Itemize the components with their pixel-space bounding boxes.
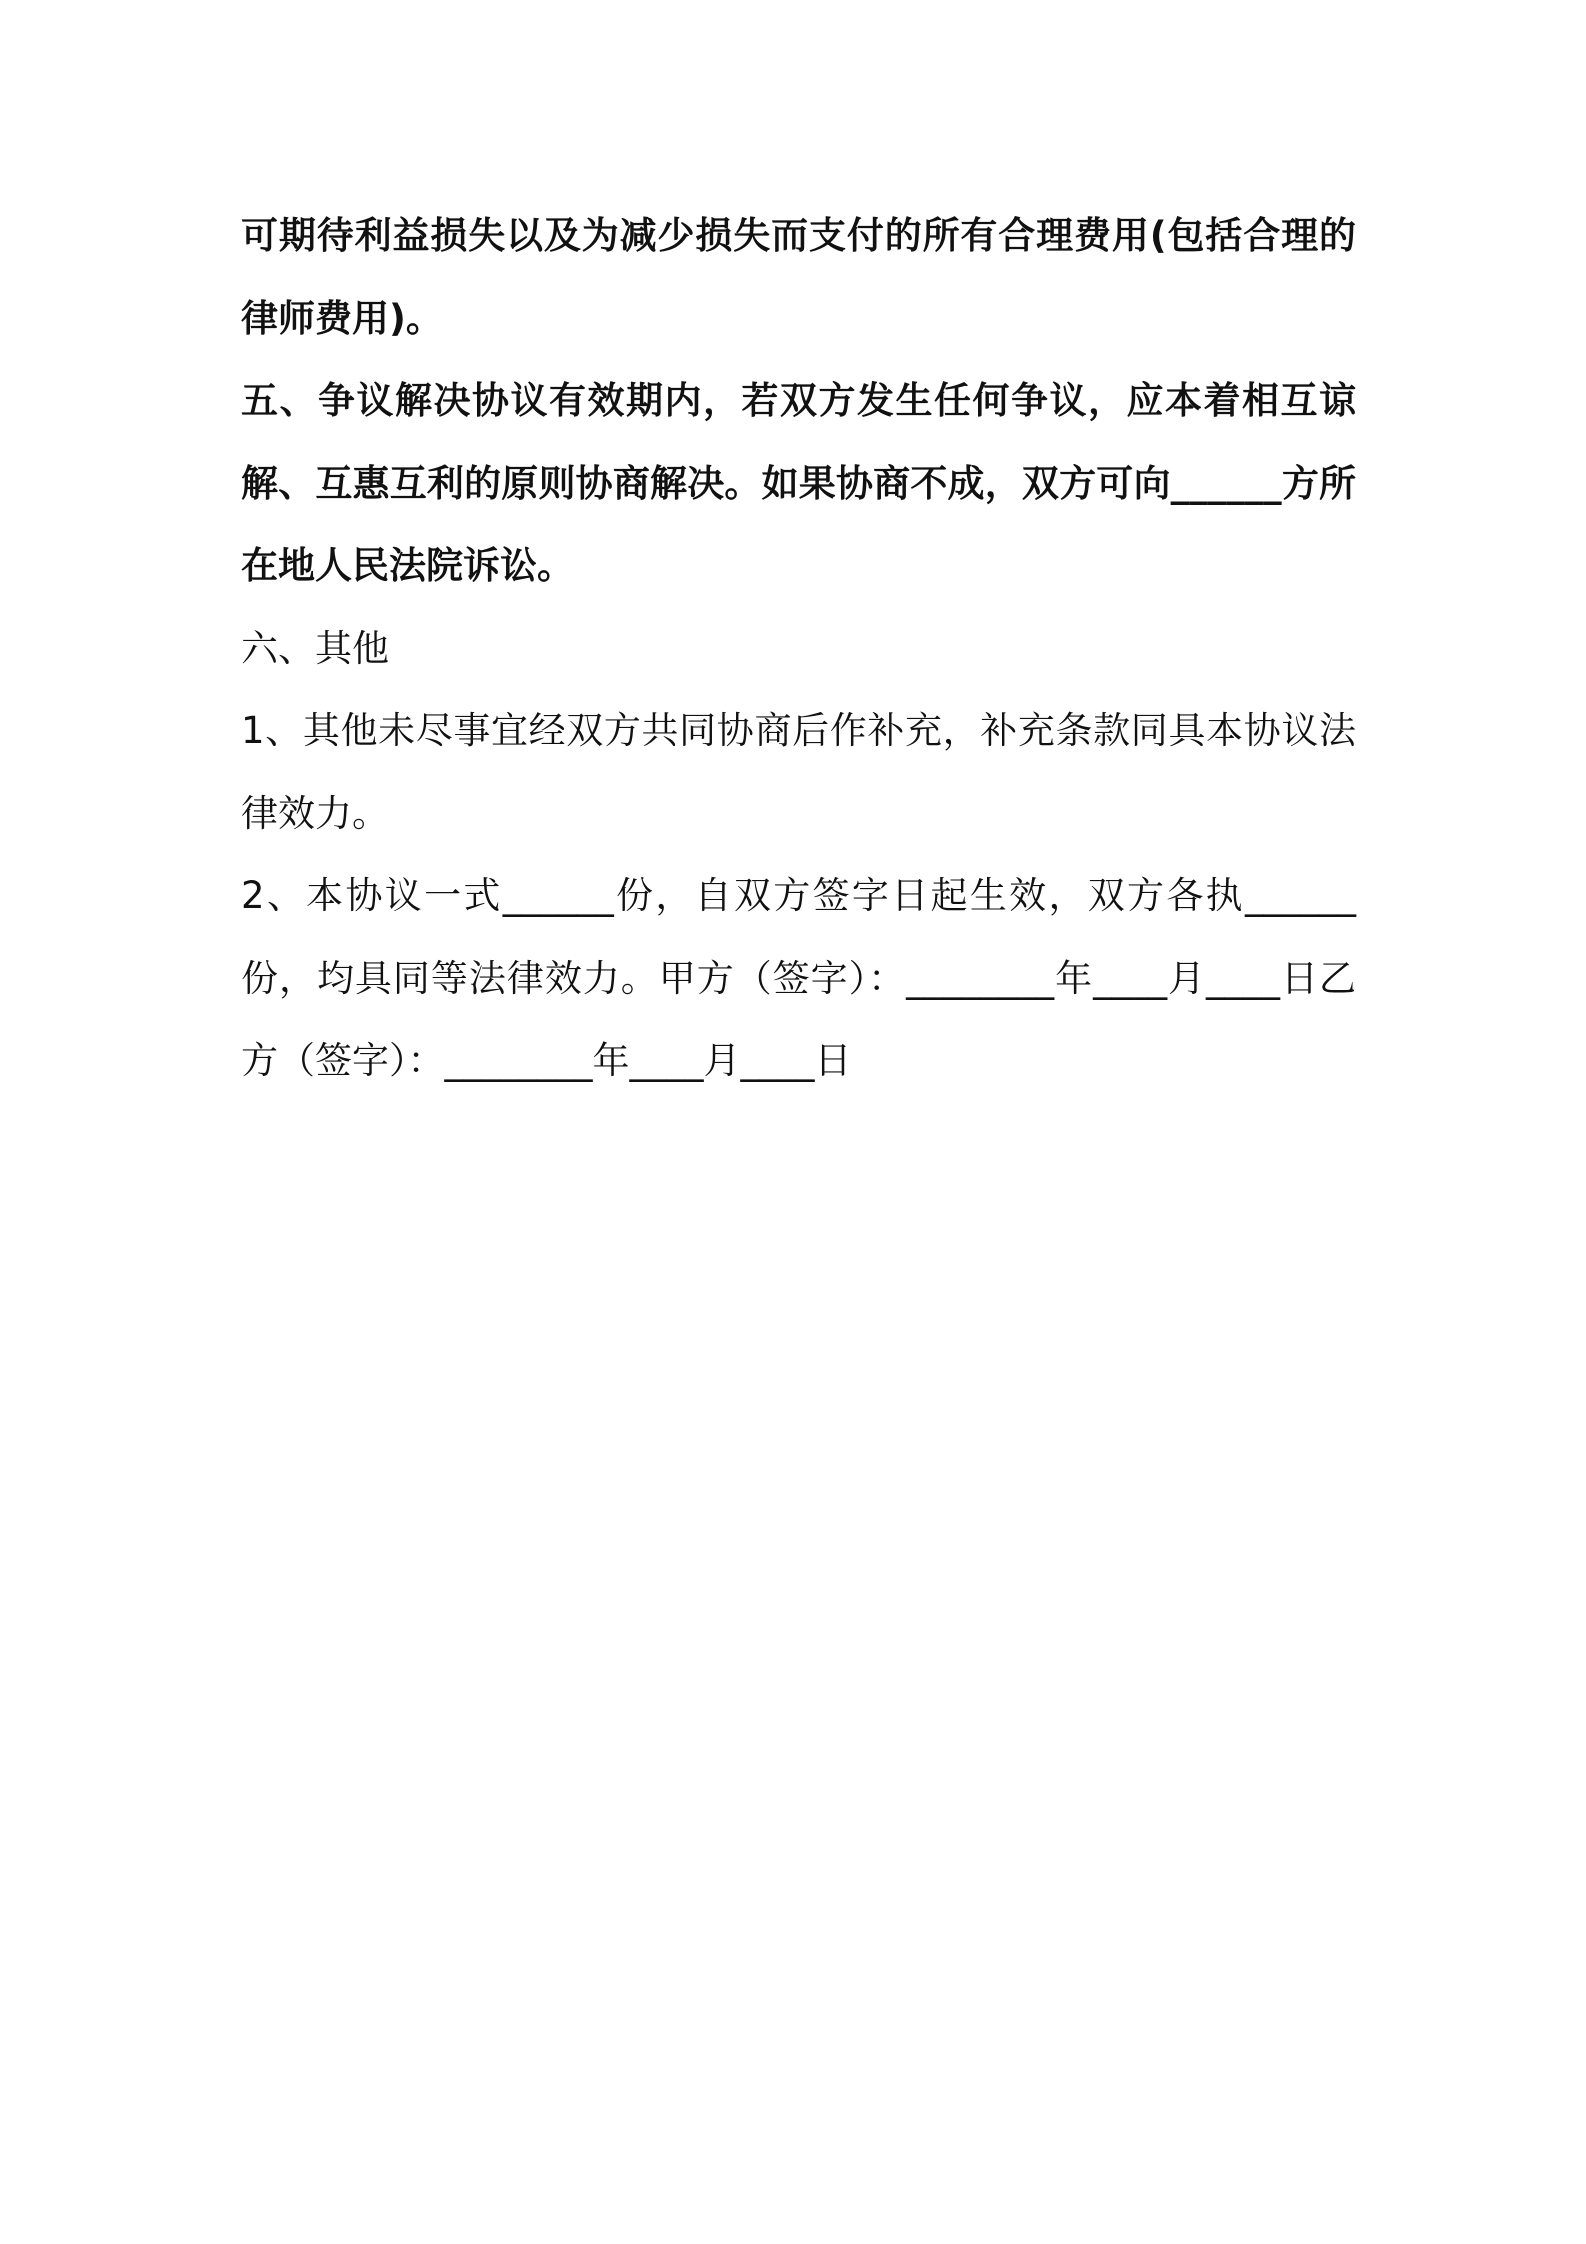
paragraph-dispute-resolution: 五、争议解决协议有效期内，若双方发生任何争议，应本着相互谅解、互惠互利的原则协商解决。如果协商不成，双方可向______方所在地人民法院诉讼。 bbox=[241, 379, 1356, 587]
section-heading-other: 六、其他 bbox=[241, 626, 389, 670]
document-body bbox=[241, 195, 1356, 1103]
paragraph-damages-continuation: 可期待利益损失以及为减少损失而支付的所有合理费用(包括合理的律师费用)。 bbox=[241, 214, 1356, 340]
paragraph-other-item-1: 1、其他未尽事宜经双方共同协商后作补充，补充条款同具本协议法律效力。 bbox=[241, 709, 1356, 835]
paragraph-other-item-2-signatures: 2、本协议一式______份，自双方签字日起生效，双方各执______份，均具同等法律效力。甲方（签字）：________年____月____日乙方（签字）：________年____月____日 bbox=[241, 874, 1356, 1082]
